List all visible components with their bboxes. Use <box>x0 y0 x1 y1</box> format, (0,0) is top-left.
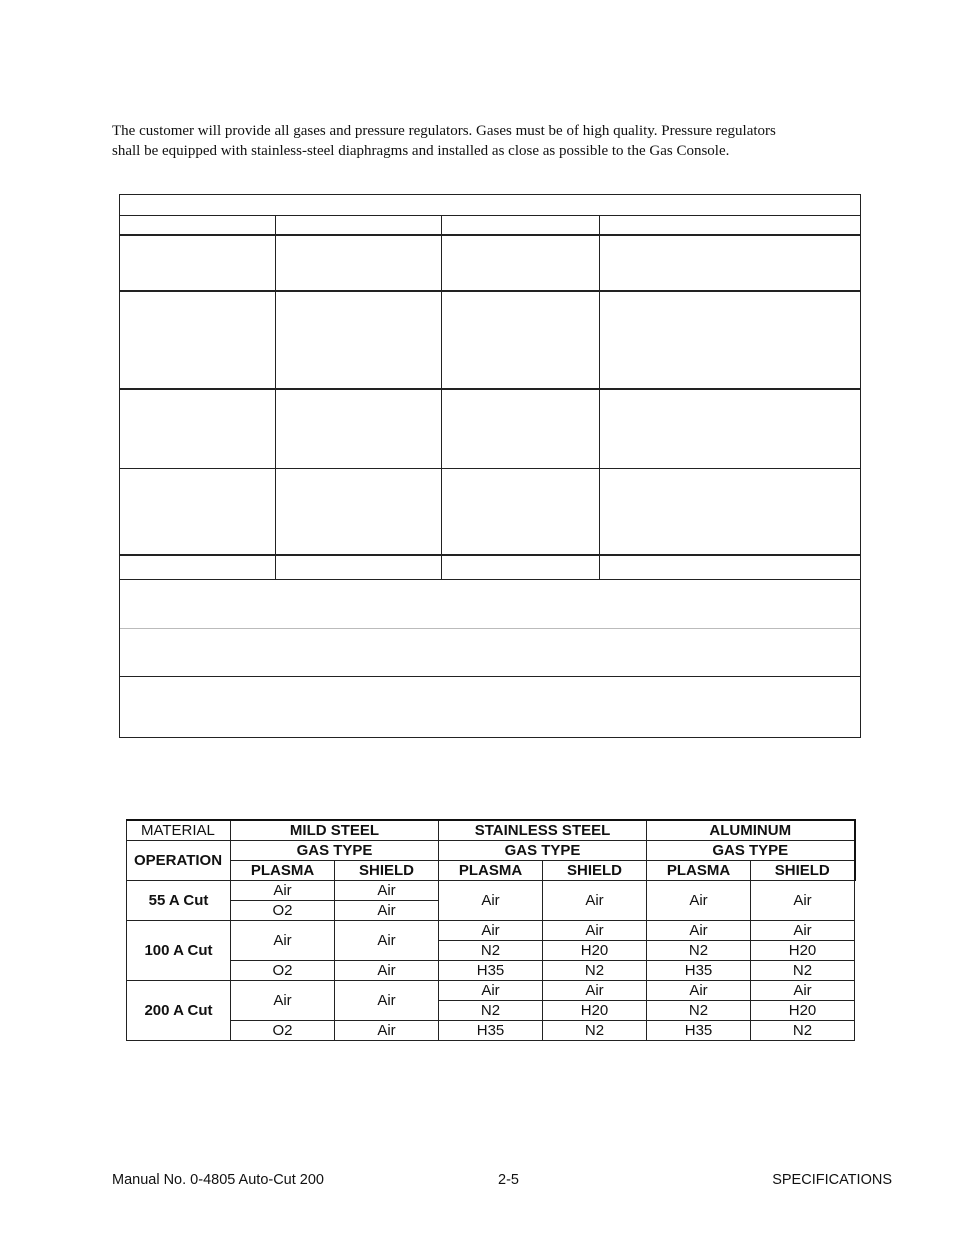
spec-col-rule <box>275 215 276 579</box>
gas-cell: N2 <box>543 961 647 981</box>
operation-200a: 200 A Cut <box>127 981 231 1041</box>
intro-paragraph <box>112 121 882 161</box>
gas-cell: H20 <box>751 1001 855 1021</box>
gas-cell: N2 <box>647 1001 751 1021</box>
gas-cell: Air <box>335 901 439 921</box>
gas-cell: Air <box>647 881 751 921</box>
table-row <box>127 841 855 861</box>
material-aluminum: ALUMINUM <box>647 820 855 841</box>
spec-rule <box>120 676 860 677</box>
gas-cell: Air <box>335 981 439 1021</box>
footer-section-title: SPECIFICATIONS <box>772 1172 892 1188</box>
shield-label: SHIELD <box>751 861 855 881</box>
gas-cell: Air <box>335 881 439 901</box>
gas-cell: Air <box>751 921 855 941</box>
gas-cell: H35 <box>439 1021 543 1041</box>
spec-rule <box>120 234 860 236</box>
spec-rule <box>120 215 860 216</box>
spec-col-rule <box>441 215 442 579</box>
gas-cell: Air <box>751 981 855 1001</box>
gas-cell: N2 <box>439 1001 543 1021</box>
gas-cell: N2 <box>439 941 543 961</box>
gas-cell: Air <box>335 921 439 961</box>
gas-cell: N2 <box>751 1021 855 1041</box>
gas-cell: H20 <box>543 1001 647 1021</box>
table-row <box>127 1021 855 1041</box>
gas-cell: Air <box>335 961 439 981</box>
plasma-label: PLASMA <box>647 861 751 881</box>
gas-cell: H35 <box>647 1021 751 1041</box>
gas-cell: Air <box>439 921 543 941</box>
gas-type-label: GAS TYPE <box>647 841 855 861</box>
gas-cell: Air <box>231 981 335 1021</box>
gas-type-label: GAS TYPE <box>231 841 439 861</box>
gas-cell: N2 <box>543 1021 647 1041</box>
spec-rule <box>120 290 860 292</box>
table-row <box>127 861 855 881</box>
gas-cell: H20 <box>751 941 855 961</box>
gas-cell: Air <box>543 981 647 1001</box>
material-label: MATERIAL <box>127 820 231 841</box>
intro-line-2: shall be equipped with stainless-steel diaphragms and installed as close as possible to the Gas Console. <box>112 143 730 159</box>
empty-spec-table <box>119 194 861 738</box>
table-row <box>127 820 855 841</box>
gas-selection-table <box>126 819 856 1041</box>
table-row <box>127 981 855 1001</box>
footer-manual-number: Manual No. 0-4805 Auto-Cut 200 <box>112 1172 324 1188</box>
gas-cell: O2 <box>231 1021 335 1041</box>
gas-cell: H35 <box>439 961 543 981</box>
shield-label: SHIELD <box>543 861 647 881</box>
operation-100a: 100 A Cut <box>127 921 231 981</box>
gas-cell: N2 <box>751 961 855 981</box>
plasma-label: PLASMA <box>439 861 543 881</box>
gas-cell: H20 <box>543 941 647 961</box>
gas-cell: Air <box>439 981 543 1001</box>
gas-cell: O2 <box>231 901 335 921</box>
spec-rule <box>120 388 860 390</box>
gas-cell: Air <box>543 921 647 941</box>
table-row <box>127 961 855 981</box>
material-stainless-steel: STAINLESS STEEL <box>439 820 647 841</box>
table-row <box>127 881 855 901</box>
spec-rule <box>120 468 860 469</box>
gas-cell: Air <box>751 881 855 921</box>
gas-cell: Air <box>439 881 543 921</box>
gas-cell: Air <box>231 921 335 961</box>
gas-cell: N2 <box>647 941 751 961</box>
table-row <box>127 921 855 941</box>
spec-rule <box>120 579 860 580</box>
gas-cell: Air <box>231 881 335 901</box>
gas-cell: Air <box>335 1021 439 1041</box>
gas-cell: O2 <box>231 961 335 981</box>
gas-type-label: GAS TYPE <box>439 841 647 861</box>
spec-rule <box>120 628 860 629</box>
gas-cell: Air <box>647 921 751 941</box>
intro-line-1: The customer will provide all gases and pressure regulators. Gases must be of high quality. Pressure regulators <box>112 123 776 139</box>
spec-col-rule <box>599 215 600 579</box>
spec-rule <box>120 554 860 556</box>
shield-label: SHIELD <box>335 861 439 881</box>
material-mild-steel: MILD STEEL <box>231 820 439 841</box>
gas-cell: H35 <box>647 961 751 981</box>
operation-55a: 55 A Cut <box>127 881 231 921</box>
gas-cell: Air <box>647 981 751 1001</box>
footer-page-number: 2-5 <box>498 1172 519 1188</box>
plasma-label: PLASMA <box>231 861 335 881</box>
gas-cell: Air <box>543 881 647 921</box>
operation-label: OPERATION <box>127 841 231 881</box>
